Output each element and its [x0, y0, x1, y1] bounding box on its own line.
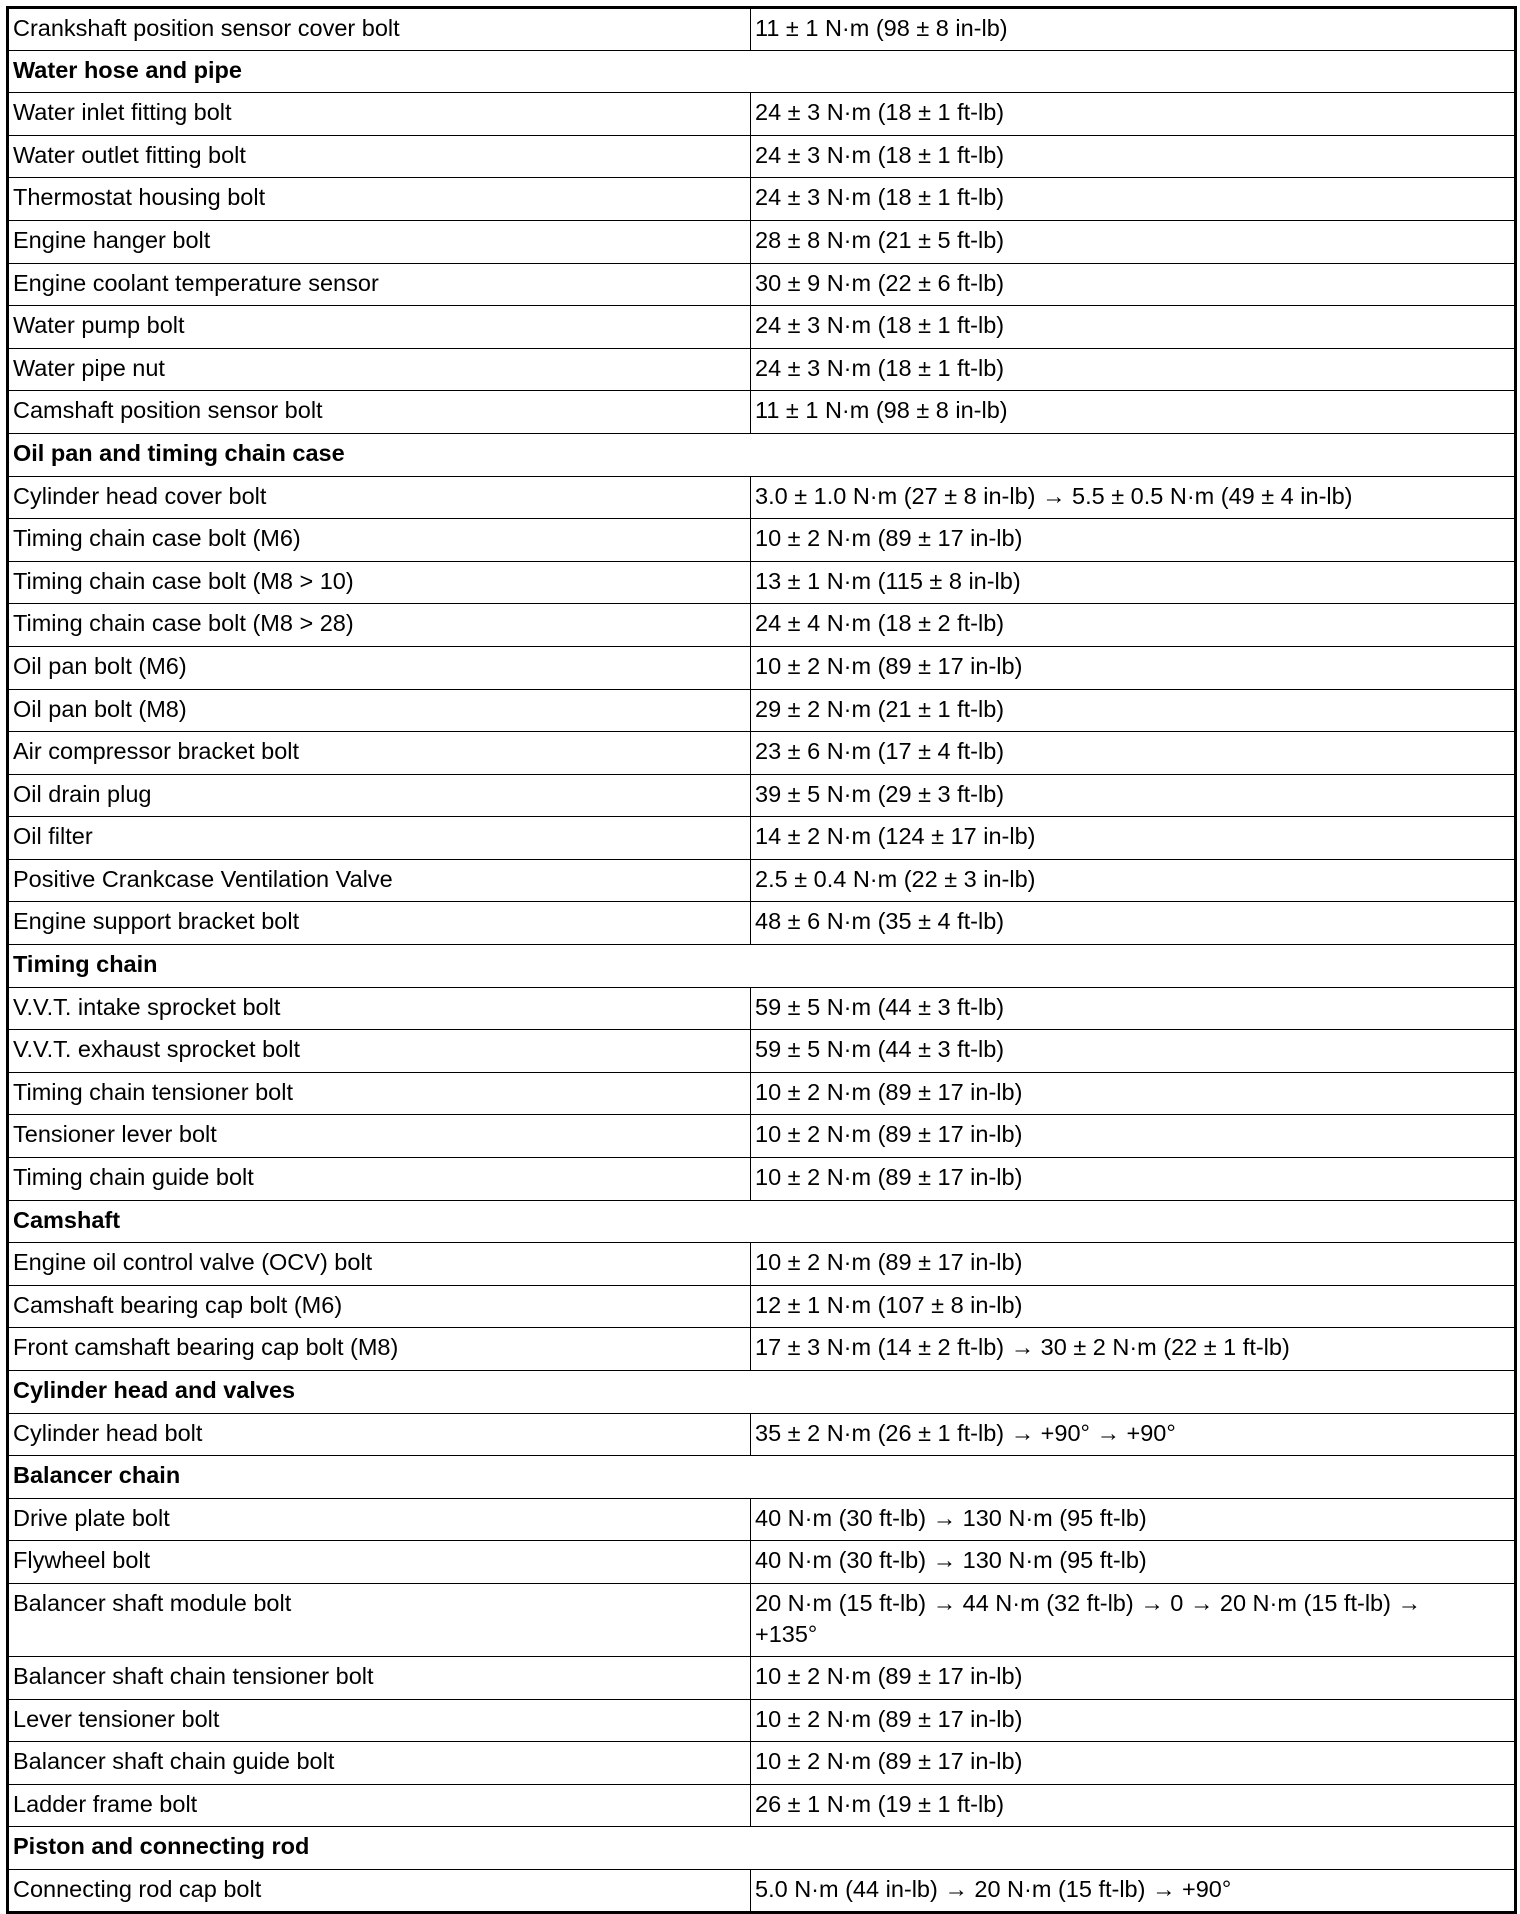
torque-value-cell: 17 ± 3 N·m (14 ± 2 ft-lb) → 30 ± 2 N·m (22 ± 1 ft-lb) [751, 1328, 1516, 1371]
section-title: Timing chain [8, 945, 1516, 988]
torque-value-cell: 10 ± 2 N·m (89 ± 17 in-lb) [751, 1656, 1516, 1699]
torque-value-cell: 10 ± 2 N·m (89 ± 17 in-lb) [751, 1699, 1516, 1742]
torque-value-cell: 59 ± 5 N·m (44 ± 3 ft-lb) [751, 987, 1516, 1030]
torque-value-cell: 13 ± 1 N·m (115 ± 8 in-lb) [751, 561, 1516, 604]
component-name-cell: Connecting rod cap bolt [8, 1869, 751, 1912]
component-name-cell: Water outlet fitting bolt [8, 135, 751, 178]
component-name-cell: Positive Crankcase Ventilation Valve [8, 859, 751, 902]
table-row [8, 1541, 1516, 1584]
component-name-cell: Timing chain tensioner bolt [8, 1072, 751, 1115]
table-row [8, 1030, 1516, 1073]
component-name-cell: Oil filter [8, 817, 751, 860]
torque-value-cell: 2.5 ± 0.4 N·m (22 ± 3 in-lb) [751, 859, 1516, 902]
table-row [8, 1243, 1516, 1286]
component-name-cell: Cylinder head cover bolt [8, 476, 751, 519]
table-row [8, 1413, 1516, 1456]
component-name-cell: Balancer shaft module bolt [8, 1583, 751, 1656]
table-row [8, 1699, 1516, 1742]
table-row [8, 732, 1516, 775]
torque-value-cell: 3.0 ± 1.0 N·m (27 ± 8 in-lb) → 5.5 ± 0.5 N·m (49 ± 4 in-lb) [751, 476, 1516, 519]
component-name-cell: Timing chain case bolt (M8 > 28) [8, 604, 751, 647]
table-row [8, 135, 1516, 178]
table-row [8, 93, 1516, 136]
table-row [8, 1115, 1516, 1158]
torque-value-cell: 59 ± 5 N·m (44 ± 3 ft-lb) [751, 1030, 1516, 1073]
component-name-cell: V.V.T. exhaust sprocket bolt [8, 1030, 751, 1073]
component-name-cell: Thermostat housing bolt [8, 178, 751, 221]
section-header-row [8, 50, 1516, 93]
torque-value-cell: 11 ± 1 N·m (98 ± 8 in-lb) [751, 8, 1516, 51]
table-row [8, 1869, 1516, 1912]
table-row [8, 774, 1516, 817]
component-name-cell: Crankshaft position sensor cover bolt [8, 8, 751, 51]
table-row [8, 817, 1516, 860]
section-title: Piston and connecting rod [8, 1827, 1516, 1870]
component-name-cell: Oil pan bolt (M6) [8, 646, 751, 689]
torque-value-cell: 26 ± 1 N·m (19 ± 1 ft-lb) [751, 1784, 1516, 1827]
component-name-cell: Water pipe nut [8, 348, 751, 391]
torque-value-cell: 30 ± 9 N·m (22 ± 6 ft-lb) [751, 263, 1516, 306]
torque-value-cell: 5.0 N·m (44 in-lb) → 20 N·m (15 ft-lb) → +90° [751, 1869, 1516, 1912]
section-title: Camshaft [8, 1200, 1516, 1243]
torque-value-cell: 24 ± 3 N·m (18 ± 1 ft-lb) [751, 306, 1516, 349]
torque-value-cell: 20 N·m (15 ft-lb) → 44 N·m (32 ft-lb) → 0 → 20 N·m (15 ft-lb) → +135° [751, 1583, 1516, 1656]
component-name-cell: Engine hanger bolt [8, 220, 751, 263]
torque-value-cell: 40 N·m (30 ft-lb) → 130 N·m (95 ft-lb) [751, 1541, 1516, 1584]
component-name-cell: V.V.T. intake sprocket bolt [8, 987, 751, 1030]
torque-value-cell: 35 ± 2 N·m (26 ± 1 ft-lb) → +90° → +90° [751, 1413, 1516, 1456]
component-name-cell: Engine oil control valve (OCV) bolt [8, 1243, 751, 1286]
section-title: Cylinder head and valves [8, 1371, 1516, 1414]
torque-value-cell: 24 ± 3 N·m (18 ± 1 ft-lb) [751, 93, 1516, 136]
component-name-cell: Air compressor bracket bolt [8, 732, 751, 775]
table-row [8, 1328, 1516, 1371]
component-name-cell: Tensioner lever bolt [8, 1115, 751, 1158]
table-row [8, 220, 1516, 263]
component-name-cell: Camshaft position sensor bolt [8, 391, 751, 434]
section-header-row [8, 945, 1516, 988]
torque-value-cell: 39 ± 5 N·m (29 ± 3 ft-lb) [751, 774, 1516, 817]
component-name-cell: Timing chain case bolt (M6) [8, 519, 751, 562]
table-row [8, 1072, 1516, 1115]
torque-value-cell: 12 ± 1 N·m (107 ± 8 in-lb) [751, 1285, 1516, 1328]
component-name-cell: Oil drain plug [8, 774, 751, 817]
table-row [8, 604, 1516, 647]
table-row [8, 1742, 1516, 1785]
component-name-cell: Water pump bolt [8, 306, 751, 349]
torque-value-cell: 24 ± 3 N·m (18 ± 1 ft-lb) [751, 348, 1516, 391]
component-name-cell: Flywheel bolt [8, 1541, 751, 1584]
torque-value-cell: 10 ± 2 N·m (89 ± 17 in-lb) [751, 1072, 1516, 1115]
component-name-cell: Lever tensioner bolt [8, 1699, 751, 1742]
torque-value-cell: 28 ± 8 N·m (21 ± 5 ft-lb) [751, 220, 1516, 263]
table-row [8, 859, 1516, 902]
component-name-cell: Balancer shaft chain guide bolt [8, 1742, 751, 1785]
torque-value-cell: 10 ± 2 N·m (89 ± 17 in-lb) [751, 519, 1516, 562]
table-row [8, 689, 1516, 732]
torque-value-cell: 10 ± 2 N·m (89 ± 17 in-lb) [751, 646, 1516, 689]
torque-value-cell: 40 N·m (30 ft-lb) → 130 N·m (95 ft-lb) [751, 1498, 1516, 1541]
section-title: Oil pan and timing chain case [8, 433, 1516, 476]
torque-spec-table [6, 6, 1517, 1914]
section-title: Water hose and pipe [8, 50, 1516, 93]
table-row [8, 1498, 1516, 1541]
section-header-row [8, 1827, 1516, 1870]
table-row [8, 306, 1516, 349]
table-row [8, 902, 1516, 945]
component-name-cell: Balancer shaft chain tensioner bolt [8, 1656, 751, 1699]
table-row [8, 391, 1516, 434]
section-header-row [8, 1200, 1516, 1243]
section-header-row [8, 1456, 1516, 1499]
component-name-cell: Front camshaft bearing cap bolt (M8) [8, 1328, 751, 1371]
component-name-cell: Drive plate bolt [8, 1498, 751, 1541]
torque-value-cell: 10 ± 2 N·m (89 ± 17 in-lb) [751, 1115, 1516, 1158]
component-name-cell: Engine coolant temperature sensor [8, 263, 751, 306]
component-name-cell: Camshaft bearing cap bolt (M6) [8, 1285, 751, 1328]
component-name-cell: Oil pan bolt (M8) [8, 689, 751, 732]
table-row [8, 263, 1516, 306]
section-header-row [8, 1371, 1516, 1414]
torque-value-cell: 14 ± 2 N·m (124 ± 17 in-lb) [751, 817, 1516, 860]
table-row [8, 348, 1516, 391]
component-name-cell: Ladder frame bolt [8, 1784, 751, 1827]
table-row [8, 1158, 1516, 1201]
torque-spec-table-body [8, 8, 1516, 1913]
torque-value-cell: 11 ± 1 N·m (98 ± 8 in-lb) [751, 391, 1516, 434]
torque-value-cell: 29 ± 2 N·m (21 ± 1 ft-lb) [751, 689, 1516, 732]
torque-value-cell: 10 ± 2 N·m (89 ± 17 in-lb) [751, 1243, 1516, 1286]
torque-value-cell: 23 ± 6 N·m (17 ± 4 ft-lb) [751, 732, 1516, 775]
table-row [8, 987, 1516, 1030]
torque-value-cell: 10 ± 2 N·m (89 ± 17 in-lb) [751, 1158, 1516, 1201]
table-row [8, 519, 1516, 562]
component-name-cell: Timing chain case bolt (M8 > 10) [8, 561, 751, 604]
torque-value-cell: 24 ± 4 N·m (18 ± 2 ft-lb) [751, 604, 1516, 647]
torque-value-cell: 24 ± 3 N·m (18 ± 1 ft-lb) [751, 135, 1516, 178]
table-row [8, 1784, 1516, 1827]
component-name-cell: Engine support bracket bolt [8, 902, 751, 945]
table-row [8, 561, 1516, 604]
table-row [8, 646, 1516, 689]
table-row [8, 1656, 1516, 1699]
torque-value-cell: 10 ± 2 N·m (89 ± 17 in-lb) [751, 1742, 1516, 1785]
table-row [8, 476, 1516, 519]
table-row [8, 1285, 1516, 1328]
table-row [8, 178, 1516, 221]
section-title: Balancer chain [8, 1456, 1516, 1499]
table-row [8, 8, 1516, 51]
section-header-row [8, 433, 1516, 476]
torque-value-cell: 24 ± 3 N·m (18 ± 1 ft-lb) [751, 178, 1516, 221]
torque-value-cell: 48 ± 6 N·m (35 ± 4 ft-lb) [751, 902, 1516, 945]
component-name-cell: Timing chain guide bolt [8, 1158, 751, 1201]
table-row [8, 1583, 1516, 1656]
component-name-cell: Water inlet fitting bolt [8, 93, 751, 136]
component-name-cell: Cylinder head bolt [8, 1413, 751, 1456]
